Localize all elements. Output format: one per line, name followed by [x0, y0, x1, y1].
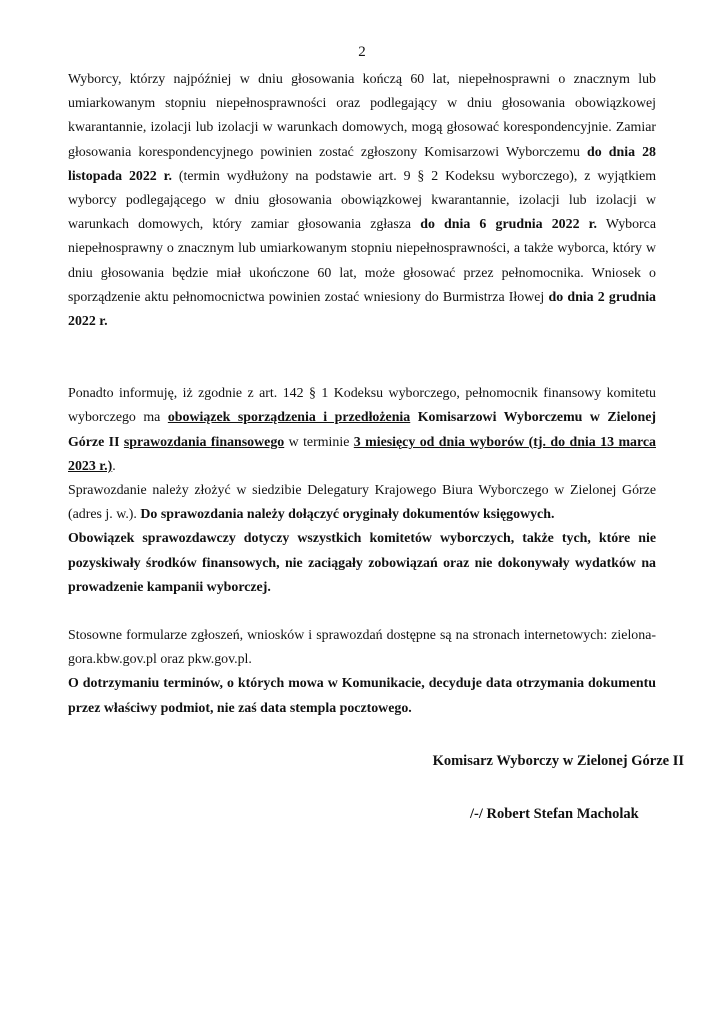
forms-websites-text: Stosowne formularze zgłoszeń, wniosków i sprawozdań dostępne są na stronach internetowych: zielona-gora.kbw.gov.pl oraz pkw.gov.pl. — [68, 628, 656, 668]
original-documents-note: Do sprawozdania należy dołączyć oryginały dokumentów księgowych. — [140, 507, 555, 523]
paragraph-forms-websites — [68, 624, 656, 672]
para1-text-1: Wyborcy, którzy najpóźniej w dniu głosowania kończą 60 lat, niepełnosprawni o znacznym lub umiarkowanym stopniu niepełnosprawności oraz podlegający w dniu głosowania obowiązkowej kwarantannie, izolacji lub izolacji w warunkach domowych, mogą głosować korespondencyjnie. Zamiar głosowania korespondencyjnego powinien zostać zgłoszony Komisarzowi Wyborczemu — [68, 72, 656, 160]
paragraph-correspondence-voting — [68, 68, 656, 334]
para1-text-3: Wyborca niepełnosprawny o znacznym lub umiarkowanym stopniu niepełnosprawności, a także wyborca, który w dniu głosowania będzie miał ukończone 60 lat, może głosować przez pełnomocnika. Wniosek o sporządzenie aktu pełnomocnictwa powinien zostać wniesiony do Burmistrza Iłowej — [68, 217, 656, 305]
signature-title: Komisarz Wyborczy w Zielonej Górze II — [432, 753, 684, 769]
report-deadline-emphasis: 3 miesięcy od dnia wyborów (tj. do dnia 13 marca 2023 r.) — [68, 434, 656, 474]
paragraph-deadline-rule — [68, 672, 656, 720]
paragraph-financial-report — [68, 382, 656, 479]
para2-text-2: w terminie — [284, 434, 354, 450]
paragraph-reporting-obligation — [68, 527, 656, 600]
para2-text-4: Sprawozdanie należy złożyć w siedzibie Delegatury Krajowego Biura Wyborczego w Zielonej Górze (adres j. w.). — [68, 483, 656, 523]
deadline-28-november: do dnia 28 listopada 2022 r. — [68, 144, 656, 184]
para2-text-3: . — [112, 458, 116, 474]
reporting-obligation-note: Obowiązek sprawozdawczy dotyczy wszystkich komitetów wyborczych, także tych, które nie pozyskiwały środków finansowych, nie zaciągały zobowiązań oraz nie dokonywały wydatków na prowadzenie kampanii wyborczej. — [68, 531, 656, 595]
obligation-emphasis: obowiązek sporządzenia i przedłożenia — [167, 410, 411, 426]
para1-text-2: (termin wydłużony na podstawie art. 9 § 2 Kodeksu wyborczego), z wyjątkiem wyborcy podlegającego w dniu głosowania obowiązkowej kwarantannie, izolacji lub izolacji w warunkach domowych, który zamiar głosowania zgłasza — [68, 168, 656, 233]
deadline-2-december: do dnia 2 grudnia 2022 r. — [68, 289, 656, 330]
page-number: 2 — [358, 44, 366, 60]
commissioner-emphasis: Komisarzowi Wyborczemu w Zielonej Górze II — [68, 410, 657, 450]
financial-report-emphasis: sprawozdania finansowego — [123, 434, 285, 450]
paragraph-report-submission — [68, 479, 656, 527]
para2-text-1: Ponadto informuję, iż zgodnie z art. 142 § 1 Kodeksu wyborczego, pełnomocnik finansowy komitetu wyborczego ma — [68, 386, 656, 426]
signature-name: /-/ Robert Stefan Macholak — [470, 806, 639, 822]
document-body — [68, 68, 656, 721]
deadline-6-december: do dnia 6 grudnia 2022 r. — [420, 217, 598, 233]
deadline-rule-note: O dotrzymaniu terminów, o których mowa w Komunikacie, decyduje data otrzymania dokumentu przez właściwy podmiot, nie zaś data stempla pocztowego. — [68, 676, 656, 716]
